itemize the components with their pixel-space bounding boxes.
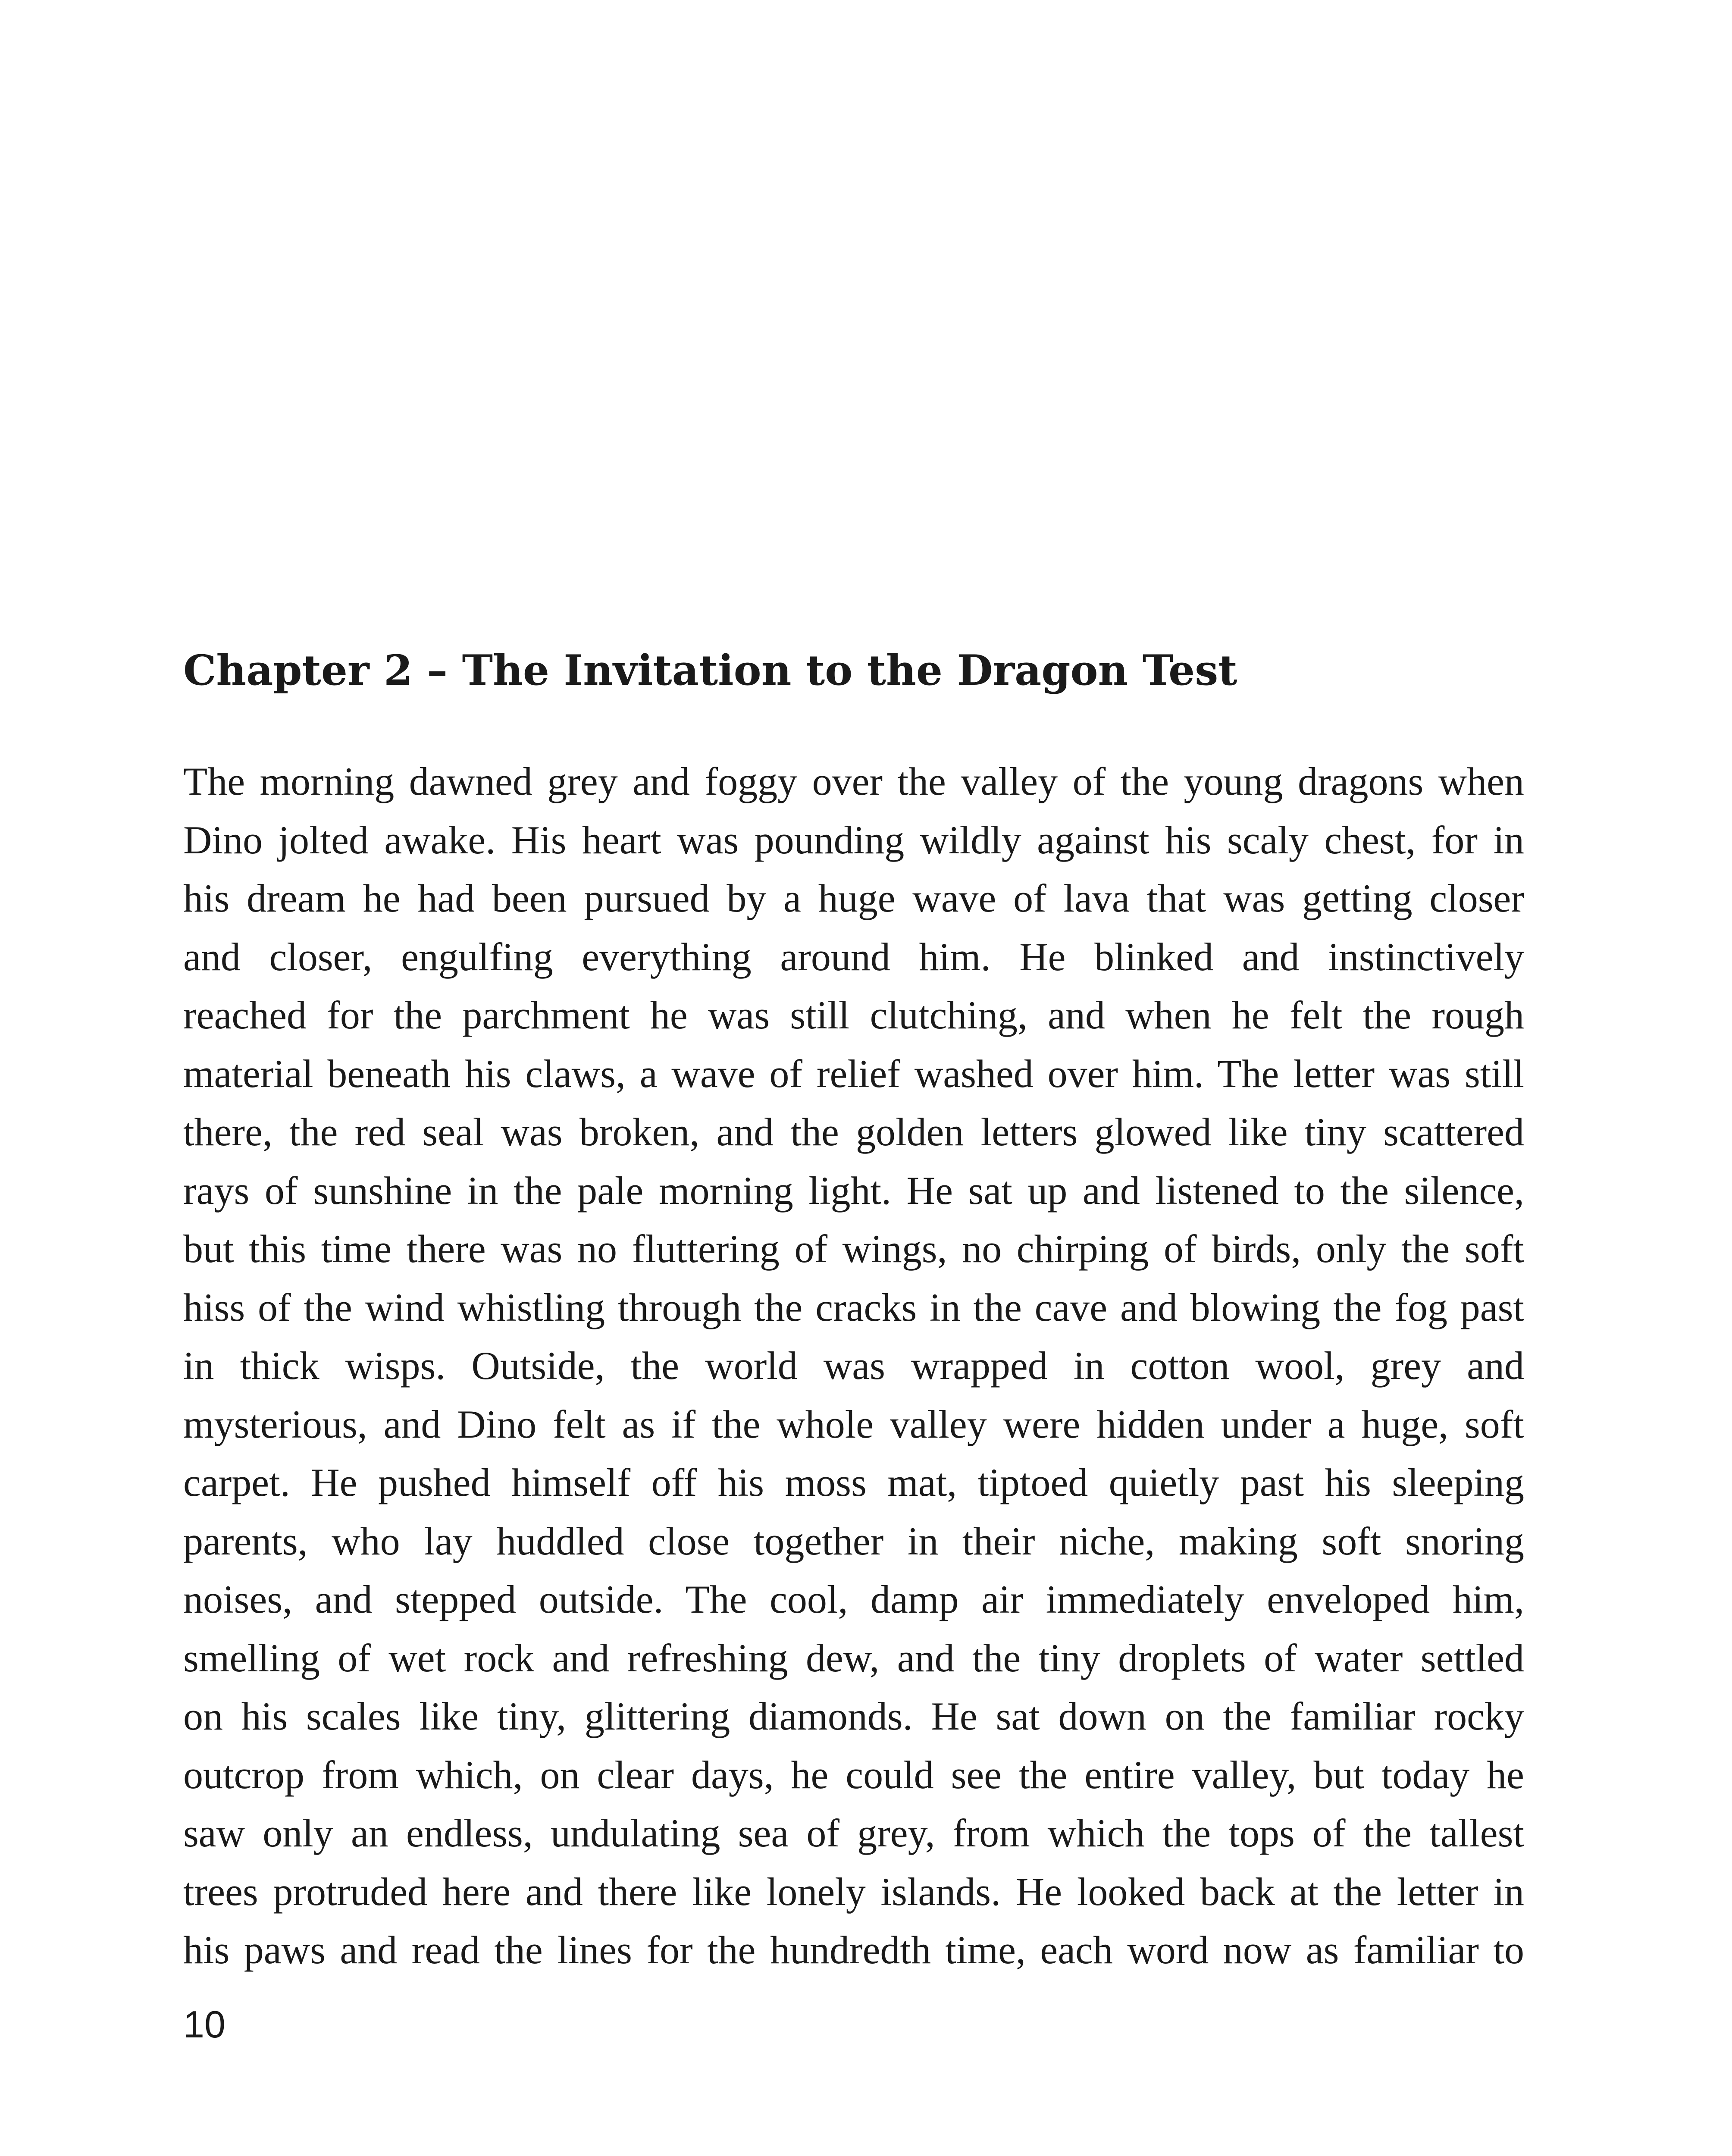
body-line: on his scales like tiny, glittering diamonds. He sat down on the familiar rocky <box>183 1694 1524 1738</box>
body-line: rays of sunshine in the pale morning light. He sat up and listened to the silence, <box>183 1168 1524 1213</box>
body-line: smelling of wet rock and refreshing dew, and the tiny droplets of water settled <box>183 1636 1524 1680</box>
body-line: his dream he had been pursued by a huge wave of lava that was getting closer <box>183 876 1524 920</box>
body-line: outcrop from which, on clear days, he could see the entire valley, but today he <box>183 1752 1524 1797</box>
body-line: Dino jolted awake. His heart was pounding wildly against his scaly chest, for in <box>183 818 1524 862</box>
body-line: reached for the parchment he was still clutching, and when he felt the rough <box>183 993 1524 1037</box>
body-line: but this time there was no fluttering of wings, no chirping of birds, only the soft <box>183 1227 1524 1271</box>
body-line: in thick wisps. Outside, the world was wrapped in cotton wool, grey and <box>183 1344 1524 1388</box>
body-line: hiss of the wind whistling through the cracks in the cave and blowing the fog past <box>183 1285 1524 1329</box>
body-line: there, the red seal was broken, and the golden letters glowed like tiny scattered <box>183 1110 1524 1154</box>
body-line: carpet. He pushed himself off his moss mat, tiptoed quietly past his sleeping <box>183 1460 1524 1504</box>
page-number: 10 <box>183 2003 226 2046</box>
body-line: saw only an endless, undulating sea of grey, from which the tops of the tallest <box>183 1811 1524 1855</box>
body-line: his paws and read the lines for the hundredth time, each word now as familiar to <box>183 1928 1524 1972</box>
body-line: noises, and stepped outside. The cool, damp air immediately enveloped him, <box>183 1577 1524 1621</box>
body-paragraph <box>183 752 1524 1980</box>
body-line: The morning dawned grey and foggy over the valley of the young dragons when <box>183 759 1524 803</box>
body-line: parents, who lay huddled close together in their niche, making soft snoring <box>183 1519 1524 1563</box>
body-line: and closer, engulfing everything around him. He blinked and instinctively <box>183 934 1524 979</box>
body-line: trees protruded here and there like lonely islands. He looked back at the letter in <box>183 1869 1524 1914</box>
body-line: mysterious, and Dino felt as if the whole valley were hidden under a huge, soft <box>183 1402 1524 1446</box>
body-line: material beneath his claws, a wave of relief washed over him. The letter was still <box>183 1051 1524 1096</box>
chapter-title: Chapter 2 – The Invitation to the Dragon Test <box>183 646 1237 695</box>
